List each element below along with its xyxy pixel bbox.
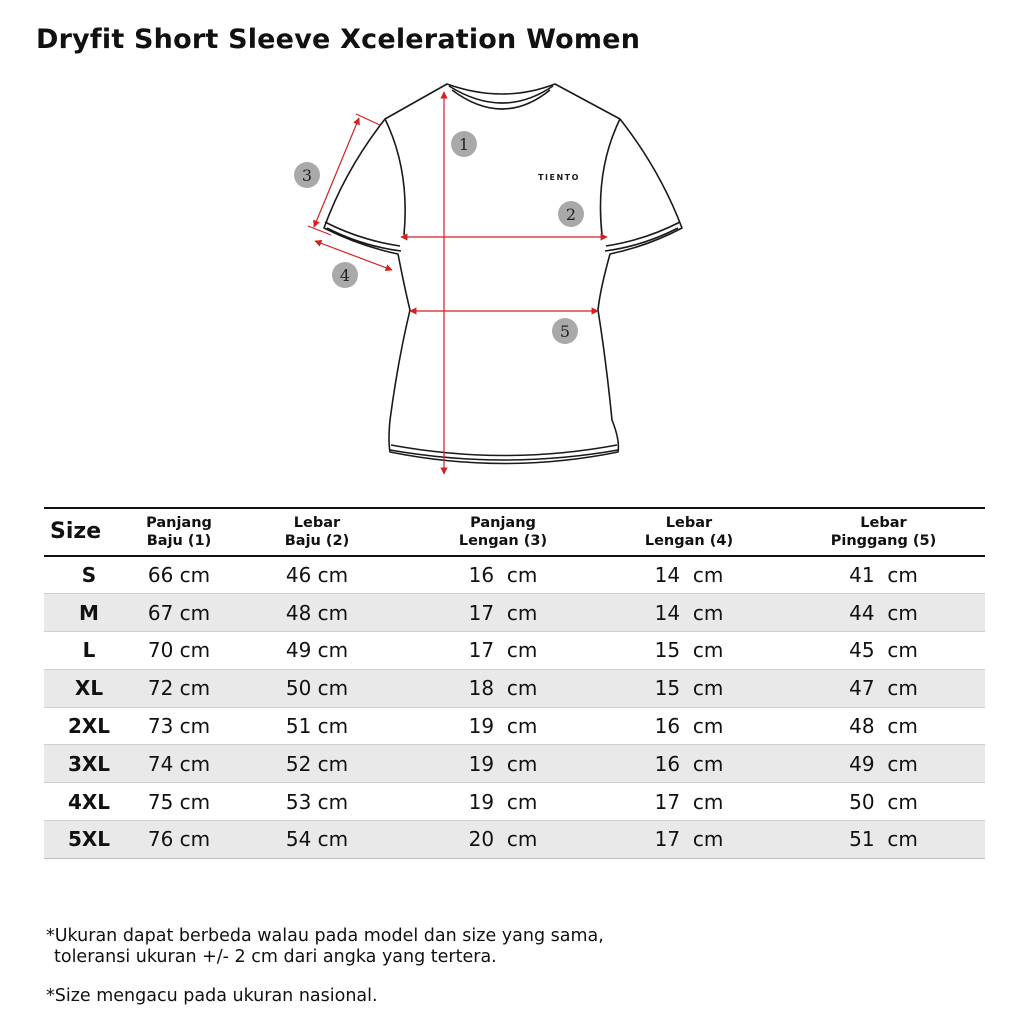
size-cell: S — [81, 563, 97, 588]
header-line2: Baju (1) — [146, 533, 212, 549]
table-header-row — [44, 508, 985, 556]
panjang-lengan-cell: 19 cm — [410, 745, 596, 783]
header-panjang-lengan — [410, 508, 596, 556]
size-chart-table-container — [44, 507, 985, 859]
table-row — [44, 632, 985, 670]
lebar-pinggang-cell: 50 cm — [849, 789, 918, 814]
lebar-pinggang-cell: 45 cm — [849, 638, 918, 663]
panjang-lengan-cell: 20 cm — [410, 821, 596, 859]
marker-2 — [558, 201, 584, 227]
table-row — [44, 707, 985, 745]
tshirt-measurement-diagram — [0, 70, 1024, 490]
lebar-lengan-cell: 15 cm — [596, 669, 782, 707]
panjang-lengan-cell: 19 cm — [468, 714, 538, 739]
lebar-lengan-cell: 16 cm — [654, 714, 724, 739]
table-row — [44, 556, 985, 594]
header-line1: Panjang — [146, 515, 212, 531]
panjang-lengan-cell: 16 cm — [468, 563, 538, 588]
header-lebar-baju — [224, 508, 410, 556]
lebar-baju-cell: 46 cm — [285, 563, 349, 588]
table-row — [44, 594, 985, 632]
lebar-lengan-cell: 17 cm — [596, 821, 782, 859]
header-line2: Lengan (3) — [458, 533, 548, 549]
marker-3-label: 3 — [301, 166, 313, 185]
footnote-tolerance-line1: *Ukuran dapat berbeda walau pada model dan size yang sama, — [46, 926, 604, 946]
marker-4-label: 4 — [339, 266, 351, 285]
header-line1: Lebar — [665, 515, 713, 531]
table-row — [44, 745, 985, 783]
lebar-baju-cell: 54 cm — [224, 821, 410, 859]
footnote-tolerance-line2: toleransi ukuran +/- 2 cm dari angka yang tertera. — [54, 947, 497, 967]
panjang-lengan-cell: 19 cm — [468, 789, 538, 814]
panjang-lengan-cell: 17 cm — [410, 594, 596, 632]
lebar-baju-cell: 52 cm — [224, 745, 410, 783]
size-cell: 3XL — [44, 745, 134, 783]
panjang-baju-cell: 74 cm — [134, 745, 224, 783]
lebar-pinggang-cell: 44 cm — [782, 594, 985, 632]
lebar-pinggang-cell: 41 cm — [849, 563, 918, 588]
header-line1: Panjang — [470, 515, 536, 531]
marker-3 — [294, 162, 320, 188]
page-title: Dryfit Short Sleeve Xceleration Women — [36, 24, 641, 55]
tshirt-outline — [324, 84, 682, 464]
marker-4 — [332, 262, 358, 288]
lebar-pinggang-cell: 47 cm — [782, 669, 985, 707]
size-cell: 2XL — [67, 714, 111, 739]
table-row — [44, 783, 985, 821]
lebar-lengan-cell: 15 cm — [654, 638, 724, 663]
lebar-lengan-cell: 16 cm — [596, 745, 782, 783]
marker-1-label: 1 — [458, 135, 470, 154]
panjang-baju-cell: 67 cm — [134, 594, 224, 632]
panjang-baju-cell: 72 cm — [134, 669, 224, 707]
lebar-baju-cell: 48 cm — [224, 594, 410, 632]
header-lebar-lengan — [596, 508, 782, 556]
panjang-baju-cell: 76 cm — [134, 821, 224, 859]
size-cell: 5XL — [44, 821, 134, 859]
size-cell: M — [44, 594, 134, 632]
table-row — [44, 669, 985, 707]
header-line2: Lengan (4) — [644, 533, 734, 549]
header-lebar-pinggang — [782, 508, 985, 556]
size-cell: 4XL — [67, 789, 111, 814]
header-line2: Pinggang (5) — [830, 533, 937, 549]
lebar-lengan-cell: 17 cm — [654, 789, 724, 814]
size-cell: XL — [44, 669, 134, 707]
size-cell: L — [82, 638, 96, 663]
lebar-lengan-cell: 14 cm — [654, 563, 724, 588]
header-panjang-baju — [134, 508, 224, 556]
lebar-baju-cell: 50 cm — [224, 669, 410, 707]
table-row — [44, 821, 985, 859]
header-line1: Lebar — [860, 515, 907, 531]
panjang-baju-cell: 75 cm — [147, 789, 211, 814]
header-size: Size — [50, 519, 102, 544]
lebar-pinggang-cell: 51 cm — [782, 821, 985, 859]
lebar-baju-cell: 51 cm — [285, 714, 349, 739]
footnote-national-size: *Size mengacu pada ukuran nasional. — [46, 986, 378, 1006]
marker-5 — [552, 318, 578, 344]
marker-2-label: 2 — [565, 205, 577, 224]
panjang-baju-cell: 70 cm — [147, 638, 211, 663]
panjang-baju-cell: 66 cm — [147, 563, 211, 588]
panjang-baju-cell: 73 cm — [147, 714, 211, 739]
header-line1: Lebar — [293, 515, 341, 531]
lebar-baju-cell: 53 cm — [285, 789, 349, 814]
brand-logo-text: TIENTO — [538, 173, 580, 182]
panjang-lengan-cell: 18 cm — [410, 669, 596, 707]
lebar-lengan-cell: 14 cm — [596, 594, 782, 632]
marker-1 — [451, 131, 477, 157]
header-line2: Baju (2) — [284, 533, 350, 549]
panjang-lengan-cell: 17 cm — [468, 638, 538, 663]
marker-5-label: 5 — [559, 322, 571, 341]
size-chart-table — [44, 507, 985, 859]
footnotes — [46, 926, 604, 1007]
lebar-pinggang-cell: 48 cm — [849, 714, 918, 739]
lebar-pinggang-cell: 49 cm — [782, 745, 985, 783]
lebar-baju-cell: 49 cm — [285, 638, 349, 663]
